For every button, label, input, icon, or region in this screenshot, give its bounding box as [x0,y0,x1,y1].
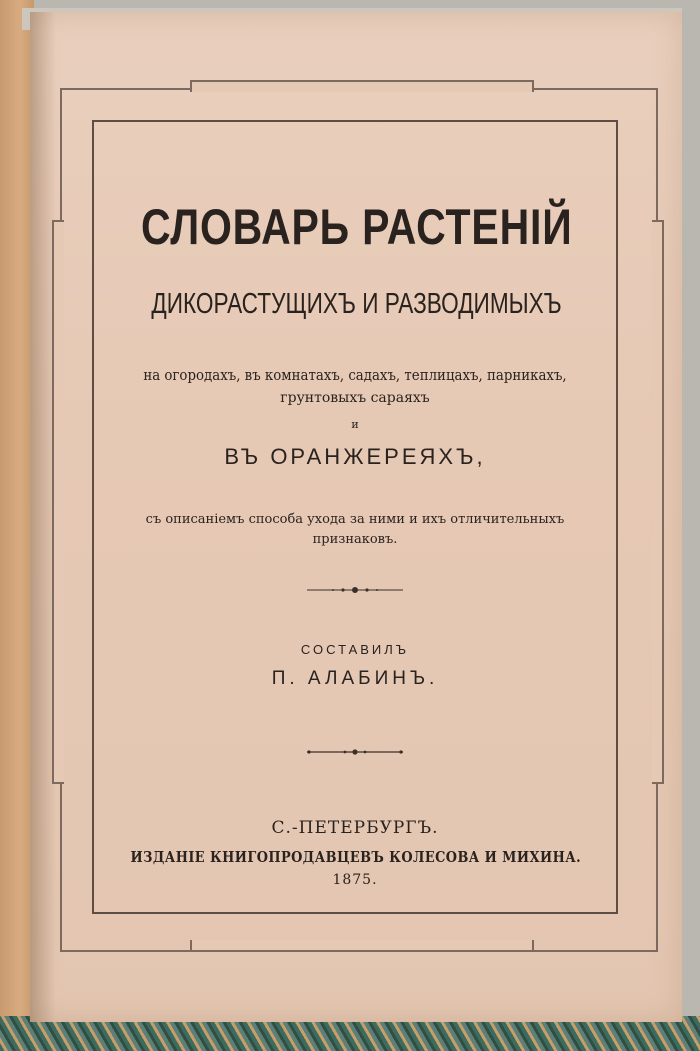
description-line-2: признаковъ. [312,532,398,547]
frame-notch-top [190,80,534,92]
locations-line-2: грунтовыхъ сараяхъ [280,390,430,406]
ornament-divider-1 [305,585,405,595]
oranzhereyakh-line: ВЪ ОРАНЖЕРЕЯХЪ, [224,444,486,469]
frame-notch-bottom [190,940,534,952]
publisher-line: ИЗДАНІЕ КНИГОПРОДАВЦЕВЪ КОЛЕСОВА И МИХИНА. [130,848,582,866]
frame-notch-left [52,220,64,784]
book-title: СЛОВАРЬ РАСТЕНІЙ [140,199,573,255]
title-page-content [94,122,616,912]
ornament-divider-2 [305,747,405,757]
publication-year: 1875. [332,872,378,888]
compiled-by-label: СОСТАВИЛЪ [300,642,410,657]
conjunction: и [351,418,359,431]
publication-city: С.-ПЕТЕРБУРГЪ. [271,818,439,838]
author-name: П. АЛАБИНЪ. [271,668,439,689]
book-subtitle: ДИКОРАСТУЩИХЪ И РАЗВОДИМЫХЪ [151,288,562,320]
frame-notch-right [652,220,664,784]
book-cover-board [0,0,34,1051]
description-line-1: съ описаніемъ способа ухода за ними и ихъ отличительныхъ [145,512,565,527]
locations-line-1: на огородахъ, въ комнатахъ, садахъ, теплицахъ, парникахъ, [143,368,567,384]
